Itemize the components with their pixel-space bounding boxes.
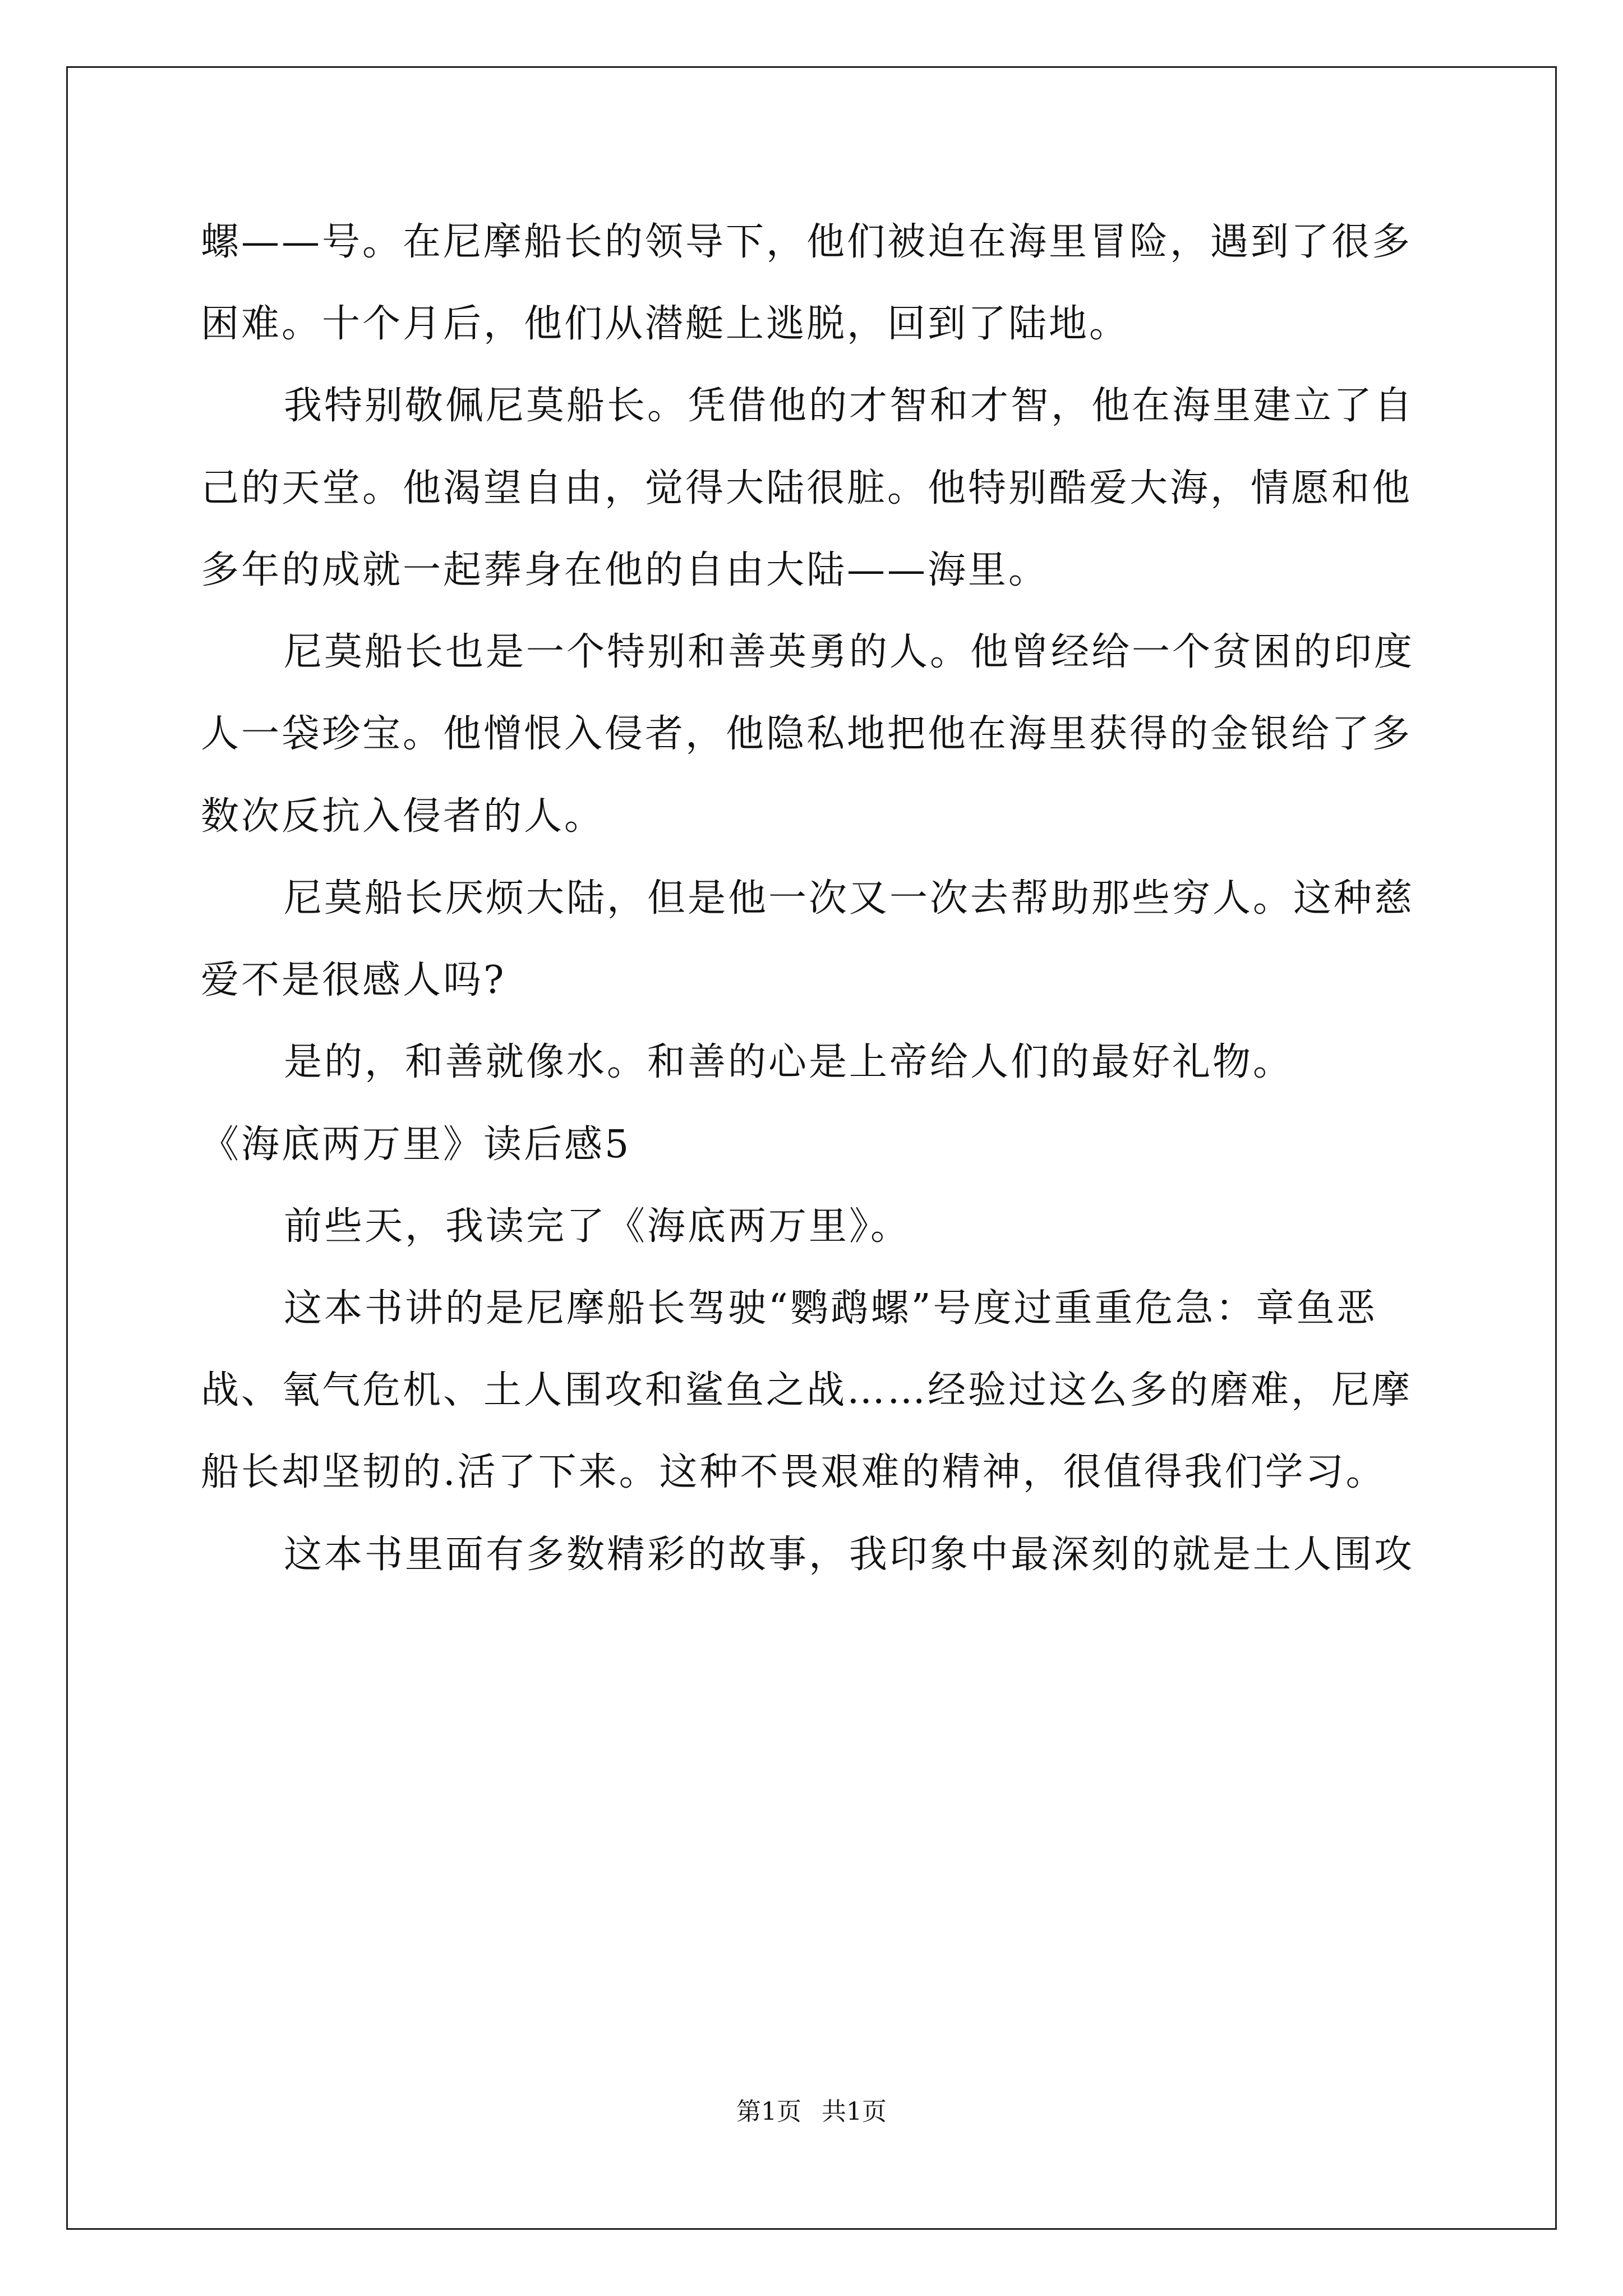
text-line: 困难。十个月后，他们从潜艇上逃脱，回到了陆地。	[201, 302, 1130, 346]
text-line: 人一袋珍宝。他憎恨入侵者，他隐私地把他在海里获得的金银给了多	[201, 712, 1413, 756]
paragraph-start: 尼莫船长也是一个特别和善英勇的人。他曾经给一个贫困的印度	[284, 630, 1415, 674]
paragraph-start: 这本书讲的是尼摩船长驾驶“鹦鹉螺”号度过重重危急：章鱼恶	[284, 1286, 1377, 1331]
text-line: 爱不是很感人吗?	[201, 958, 506, 1002]
page-number-current: 第1页	[736, 2097, 801, 2126]
text-line: 船长却坚韧的.活了下来。这种不畏艰难的精神，很值得我们学习。	[201, 1450, 1386, 1494]
section-heading: 《海底两万里》读后感5	[201, 1122, 631, 1167]
paragraph-start: 前些天，我读完了《海底两万里》。	[284, 1204, 911, 1249]
paragraph-start: 这本书里面有多数精彩的故事，我印象中最深刻的就是土人围攻	[284, 1533, 1415, 1577]
paragraph-start: 是的，和善就像水。和善的心是上帝给人们的最好礼物。	[284, 1040, 1294, 1084]
text-line: 螺——号。在尼摩船长的领导下，他们被迫在海里冒险，遇到了很多	[201, 220, 1413, 264]
paragraph-start: 尼莫船长厌烦大陆，但是他一次又一次去帮助那些穷人。这种慈	[284, 876, 1415, 921]
page-footer	[0, 2095, 1623, 2129]
text-line: 战、氧气危机、土人围攻和鲨鱼之战……经验过这么多的磨难，尼摩	[201, 1368, 1413, 1412]
paragraph-start: 我特别敬佩尼莫船长。凭借他的才智和才智，他在海里建立了自	[284, 384, 1415, 428]
text-line: 多年的成就一起葬身在他的自由大陆——海里。	[201, 548, 1049, 592]
text-line: 数次反抗入侵者的人。	[201, 794, 605, 839]
text-line: 己的天堂。他渴望自由，觉得大陆很脏。他特别酷爱大海，情愿和他	[201, 466, 1413, 510]
page-number-total: 共1页	[822, 2097, 887, 2126]
